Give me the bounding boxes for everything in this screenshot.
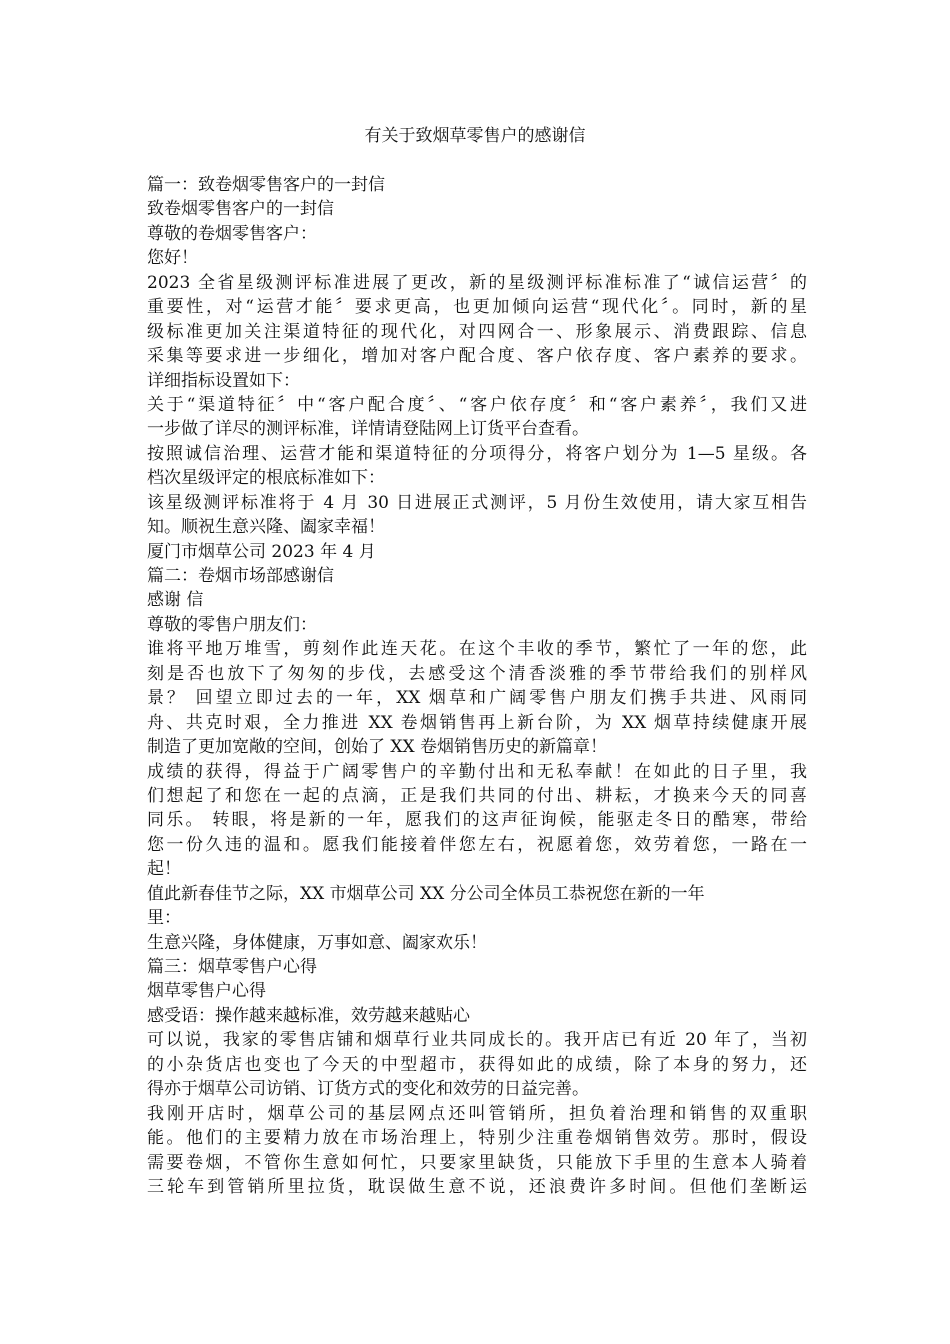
text-line: 篇二：卷烟市场部感谢信 [147, 566, 334, 586]
document-title: 有关于致烟草零售户的感谢信 [364, 126, 586, 146]
text-line: 刻是否也放下了匆匆的步伐，去感受这个清香淡雅的季节带给我们的别样风 [147, 663, 807, 684]
text-line: 的小杂货店也变也了今天的中型超市，获得如此的成绩，除了本身的努力，还 [147, 1054, 807, 1075]
text-line: 景？ 回望立即过去的一年，XX 烟草和广阔零售户朋友们携手共进、风雨同 [147, 688, 807, 709]
text-line: 您一份久违的温和。愿我们能接着伴您左右，祝愿着您，效劳着您，一路在一 [147, 834, 807, 855]
document-body [147, 173, 807, 1199]
text-line: 值此新春佳节之际，XX 市烟草公司 XX 分公司全体员工恭祝您在新的一年 [147, 883, 705, 904]
text-line: 您好！ [147, 248, 198, 269]
text-line: 三轮车到管销所里拉货，耽误做生意不说，还浪费许多时间。但他们垄断运 [147, 1176, 807, 1197]
text-line: 篇一：致卷烟零售客户的一封信 [147, 175, 385, 195]
text-line: 烟草零售户心得 [147, 981, 266, 1002]
text-line: 采集等要求进一步细化，增加对客户配合度、客户依存度、客户素养的要求。 [147, 346, 807, 367]
text-line: 生意兴隆，身体健康，万事如意、阖家欢乐！ [147, 932, 487, 953]
text-line: 该星级测评标准将于 4 月 30 日进展正式测评，5 月份生效使用，请大家互相告 [147, 492, 807, 513]
text-line: 厦门市烟草公司 2023 年 4 月 [147, 541, 376, 562]
text-line: 关于“渠道特征〞中“客户配合度〞、“客户依存度〞和“客户素养〞，我们又进 [147, 394, 807, 415]
text-line: 成绩的获得，得益于广阔零售户的辛勤付出和无私奉献！在如此的日子里，我 [147, 761, 807, 782]
text-line: 重要性，对“运营才能〞要求更高，也更加倾向运营“现代化〞。同时，新的星 [147, 297, 807, 318]
text-line: 一步做了详尽的测评标准，详情请登陆网上订货平台查看。 [147, 419, 589, 440]
text-line: 需要卷烟，不管你生意如何忙，只要家里缺货，只能放下手里的生意本人骑着 [147, 1152, 807, 1173]
text-line: 篇三：烟草零售户心得 [147, 957, 317, 977]
text-line: 级标准更加关注渠道特征的现代化，对四网合一、形象展示、消费跟踪、信息 [147, 321, 807, 342]
text-line: 详细指标设置如下： [147, 370, 300, 391]
text-line: 制造了更加宽敞的空间，创始了 XX 卷烟销售历史的新篇章！ [147, 737, 608, 758]
text-line: 尊敬的卷烟零售客户： [147, 223, 317, 244]
text-line: 们想起了和您在一起的点滴，正是我们共同的付出、耕耘，才换来今天的同喜 [147, 785, 807, 806]
text-line: 感受语：操作越来越标准，效劳越来越贴心 [147, 1005, 470, 1026]
text-line: 我刚开店时，烟草公司的基层网点还叫管销所，担负着治理和销售的双重职 [147, 1103, 807, 1124]
text-line: 可以说，我家的零售店铺和烟草行业共同成长的。我开店已有近 20 年了，当初 [147, 1030, 807, 1051]
text-line: 档次星级评定的根底标准如下： [147, 468, 385, 489]
text-line: 同乐。 转眼，将是新的一年，愿我们的这声征询候，能驱走冬日的酷寒，带给 [147, 810, 807, 831]
text-line: 按照诚信治理、运营才能和渠道特征的分项得分，将客户划分为 1—5 星级。各 [147, 443, 807, 464]
text-line: 知。顺祝生意兴隆、阖家幸福！ [147, 517, 385, 538]
text-line: 尊敬的零售户朋友们： [147, 614, 317, 635]
text-line: 起！ [147, 859, 181, 880]
text-line: 谁将平地万堆雪，剪刻作此连天花。在这个丰收的季节，繁忙了一年的您，此 [147, 639, 807, 660]
text-line: 舟、共克时艰，全力推进 XX 卷烟销售再上新台阶，为 XX 烟草持续健康开展 [147, 712, 807, 733]
text-line: 里： [147, 908, 181, 929]
text-line: 得亦于烟草公司访销、订货方式的变化和效劳的日益完善。 [147, 1079, 589, 1100]
text-line: 感谢 信 [147, 590, 204, 611]
text-line: 能。他们的主要精力放在市场治理上，特别少注重卷烟销售效劳。那时，假设 [147, 1128, 807, 1149]
text-line: 2023 全省星级测评标准进展了更改，新的星级测评标准标准了“诚信运营〞的 [147, 272, 807, 293]
text-line: 致卷烟零售客户的一封信 [147, 199, 334, 220]
